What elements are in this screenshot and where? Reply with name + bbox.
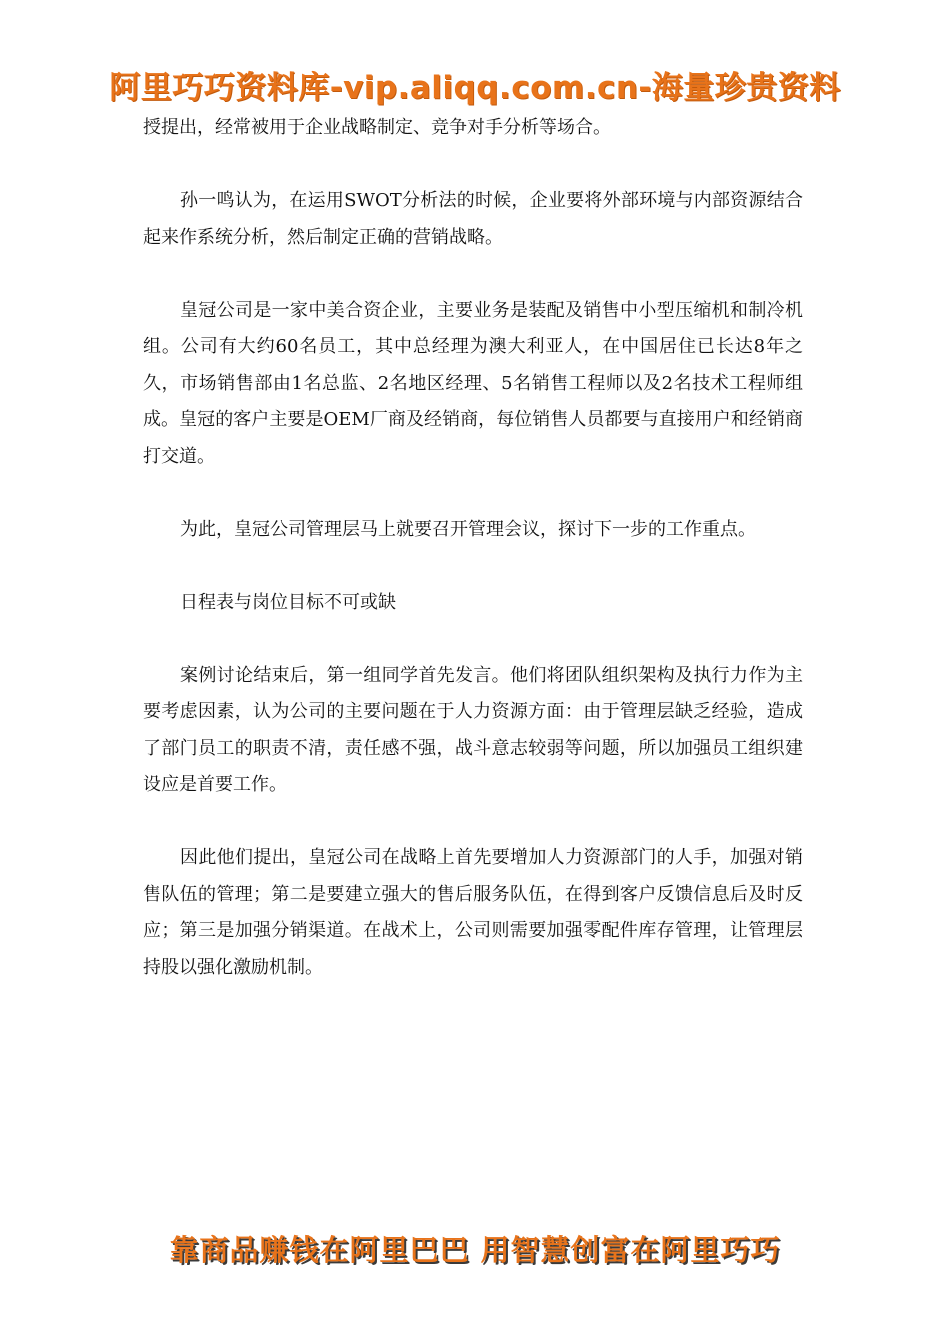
paragraph-continuation: 授提出，经常被用于企业战略制定、竞争对手分析等场合。: [143, 117, 611, 138]
header-banner: 阿里巧巧资料库-vip.aliqq.com.cn-海量珍贵资料: [109, 70, 841, 106]
paragraph-group-one: 案例讨论结束后，第一组同学首先发言。他们将团队组织架构及执行力作为主要考虑因素，认为公司的主要问题在于人力资源方面：由于管理层缺乏经验，造成了部门员工的职责不清，责任感不强，战斗意志较弱等问题，所以加强员工组织建设应是首要工作。: [143, 664, 803, 795]
paragraph-proposals: 因此他们提出，皇冠公司在战略上首先要增加人力资源部门的人手，加强对销售队伍的管理；第二是要建立强大的售后服务队伍，在得到客户反馈信息后及时反应；第三是加强分销渠道。在战术上，公司则需要加强零配件库存管理，让管理层持股以强化激励机制。: [143, 847, 803, 978]
document-body: [143, 110, 803, 986]
paragraph-swot: 孙一鸣认为，在运用SWOT分析法的时候，企业要将外部环境与内部资源结合起来作系统分析，然后制定正确的营销战略。: [143, 190, 803, 248]
footer-banner: 靠商品赚钱在阿里巴巴 用智慧创富在阿里巧巧: [169, 1233, 781, 1267]
paragraph-company-intro: 皇冠公司是一家中美合资企业，主要业务是装配及销售中小型压缩机和制冷机组。公司有大约60名员工，其中总经理为澳大利亚人，在中国居住已长达8年之久，市场销售部由1名总监、2名地区经理、5名销售工程师以及2名技术工程师组成。皇冠的客户主要是OEM厂商及经销商，每位销售人员都要与直接用户和经销商打交道。: [143, 299, 803, 467]
section-heading: 日程表与岗位目标不可或缺: [180, 591, 396, 613]
paragraph-management-meeting: 为此，皇冠公司管理层马上就要召开管理会议，探讨下一步的工作重点。: [180, 518, 756, 540]
